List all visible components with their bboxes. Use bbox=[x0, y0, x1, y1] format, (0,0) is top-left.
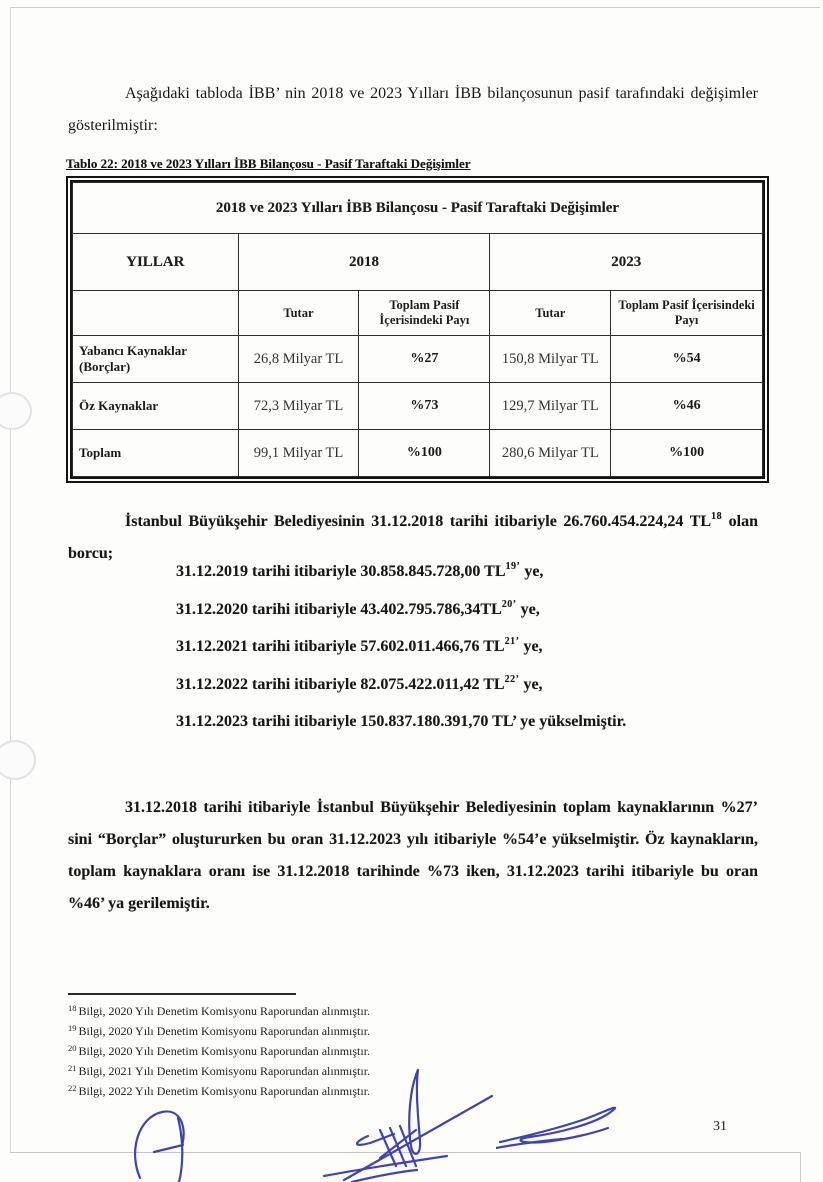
cell-payi-2018: %100 bbox=[359, 430, 490, 477]
handwritten-signature-middle bbox=[322, 1066, 504, 1182]
header-year-2018: 2018 bbox=[238, 234, 490, 291]
debt-lead-tail: olan borcu; bbox=[68, 513, 759, 562]
footnote-ref-20: 20’ bbox=[501, 598, 517, 610]
debt-list-item: 31.12.2022 tarihi itibariyle 82.075.422.011,42 TL$^{22’}$ ye, bbox=[176, 673, 543, 693]
footnote: $^{21}$ Bilgi, 2021 Yılı Denetim Komisyonu Raporundan alınmıştır. bbox=[68, 1063, 371, 1078]
page-number: 31 bbox=[713, 1119, 727, 1134]
footnote-ref-22: 22’ bbox=[504, 673, 520, 685]
cell-payi-2023: %54 bbox=[611, 336, 763, 383]
binder-hole bbox=[0, 392, 32, 430]
footnote: $^{18}$ Bilgi, 2020 Yılı Denetim Komisyonu Raporundan alınmıştır. bbox=[68, 1003, 371, 1018]
table-row bbox=[73, 336, 763, 383]
page-edge-top bbox=[10, 7, 820, 8]
debt-list-item: 31.12.2023 tarihi itibariyle 150.837.180.391,70 TL’ ye yükselmiştir. bbox=[176, 713, 627, 730]
page-edge-left bbox=[10, 7, 11, 1153]
table-title-row bbox=[73, 183, 763, 234]
cell-payi-2018: %73 bbox=[359, 383, 490, 430]
table-subheader-row bbox=[73, 291, 763, 336]
table-row bbox=[73, 430, 763, 477]
subheader-payi-2018: Toplam Pasif İçerisindeki Payı bbox=[359, 291, 490, 336]
table-row bbox=[73, 383, 763, 430]
footnote-separator bbox=[68, 993, 296, 995]
footnote-ref-19: 19’ bbox=[505, 561, 521, 572]
subheader-tutar-2018: Tutar bbox=[238, 291, 359, 336]
cell-tutar-2018: 72,3 Milyar TL bbox=[238, 383, 359, 430]
subheader-empty bbox=[73, 291, 239, 336]
debt-list-item: 31.12.2019 tarihi itibariyle 30.858.845.728,00 TL$^{19’}$ ye, bbox=[176, 561, 544, 580]
table-caption: Tablo 22: 2018 ve 2023 Yılları İBB Bilançosu - Pasif Taraftaki Değişimler bbox=[66, 156, 471, 171]
footnote-ref-21: 21’ bbox=[504, 636, 520, 647]
cell-payi-2023: %46 bbox=[611, 383, 763, 430]
footnote: $^{22}$ Bilgi, 2022 Yılı Denetim Komisyonu Raporundan alınmıştır. bbox=[68, 1083, 371, 1098]
handwritten-signature-left bbox=[126, 1106, 204, 1182]
row-label: Öz Kaynaklar bbox=[73, 383, 239, 430]
cell-payi-2023: %100 bbox=[611, 430, 763, 477]
debt-year-list bbox=[176, 556, 756, 744]
page-edge-right bbox=[800, 1152, 801, 1182]
subheader-payi-2023: Toplam Pasif İçerisindeki Payı bbox=[611, 291, 763, 336]
cell-tutar-2018: 26,8 Milyar TL bbox=[238, 336, 359, 383]
table-year-header-row bbox=[73, 234, 763, 291]
cell-tutar-2023: 129,7 Milyar TL bbox=[490, 383, 611, 430]
subheader-tutar-2023: Tutar bbox=[490, 291, 611, 336]
intro-paragraph: Aşağıdaki tabloda İBB’ nin 2018 ve 2023 Yılları İBB bilançosunun pasif tarafındaki değişimler gösterilmiştir: bbox=[68, 85, 758, 134]
binder-hole bbox=[0, 740, 36, 780]
cell-payi-2018: %27 bbox=[359, 336, 490, 383]
debt-list-item: 31.12.2020 tarihi itibariyle 43.402.795.786,34TL$^{20’}$ ye, bbox=[176, 598, 540, 618]
row-label: Yabancı Kaynaklar (Borçlar) bbox=[73, 336, 239, 383]
handwritten-signature-right bbox=[496, 1098, 632, 1152]
summary-paragraph: 31.12.2018 tarihi itibariyle İstanbul Büyükşehir Belediyesinin toplam kaynaklarının %27’ sini “Borçlar” oluştururken bu oran 31.12.2023 yılı itibariyle %54’e yükselmiştir. Öz kaynakların, toplam kaynaklara oranı ise 31.12.2018 tarihinde %73 iken, 31.12.2023 tarihi itibariyle bu oran %46’ ya gerilemiştir. bbox=[68, 799, 758, 912]
footnote: $^{20}$ Bilgi, 2020 Yılı Denetim Komisyonu Raporundan alınmıştır. bbox=[68, 1043, 371, 1058]
header-year-2023: 2023 bbox=[490, 234, 763, 291]
cell-tutar-2023: 150,8 Milyar TL bbox=[490, 336, 611, 383]
cell-tutar-2023: 280,6 Milyar TL bbox=[490, 430, 611, 477]
table-title: 2018 ve 2023 Yılları İBB Bilançosu - Pasif Taraftaki Değişimler bbox=[73, 183, 763, 234]
footnote: $^{19}$ Bilgi, 2020 Yılı Denetim Komisyonu Raporundan alınmıştır. bbox=[68, 1023, 371, 1038]
footnote-ref-18: 18 bbox=[711, 511, 723, 522]
balance-table-frame bbox=[66, 176, 769, 483]
debt-lead-text: İstanbul Büyükşehir Belediyesinin 31.12.2018 tarihi itibariyle 26.760.454.224,24 TL bbox=[125, 513, 712, 530]
debt-list-item: 31.12.2021 tarihi itibariyle 57.602.011.466,76 TL$^{21’}$ ye, bbox=[176, 636, 543, 655]
balance-table bbox=[72, 182, 763, 477]
row-label: Toplam bbox=[73, 430, 239, 477]
header-yillar: YILLAR bbox=[73, 234, 239, 291]
cell-tutar-2018: 99,1 Milyar TL bbox=[238, 430, 359, 477]
